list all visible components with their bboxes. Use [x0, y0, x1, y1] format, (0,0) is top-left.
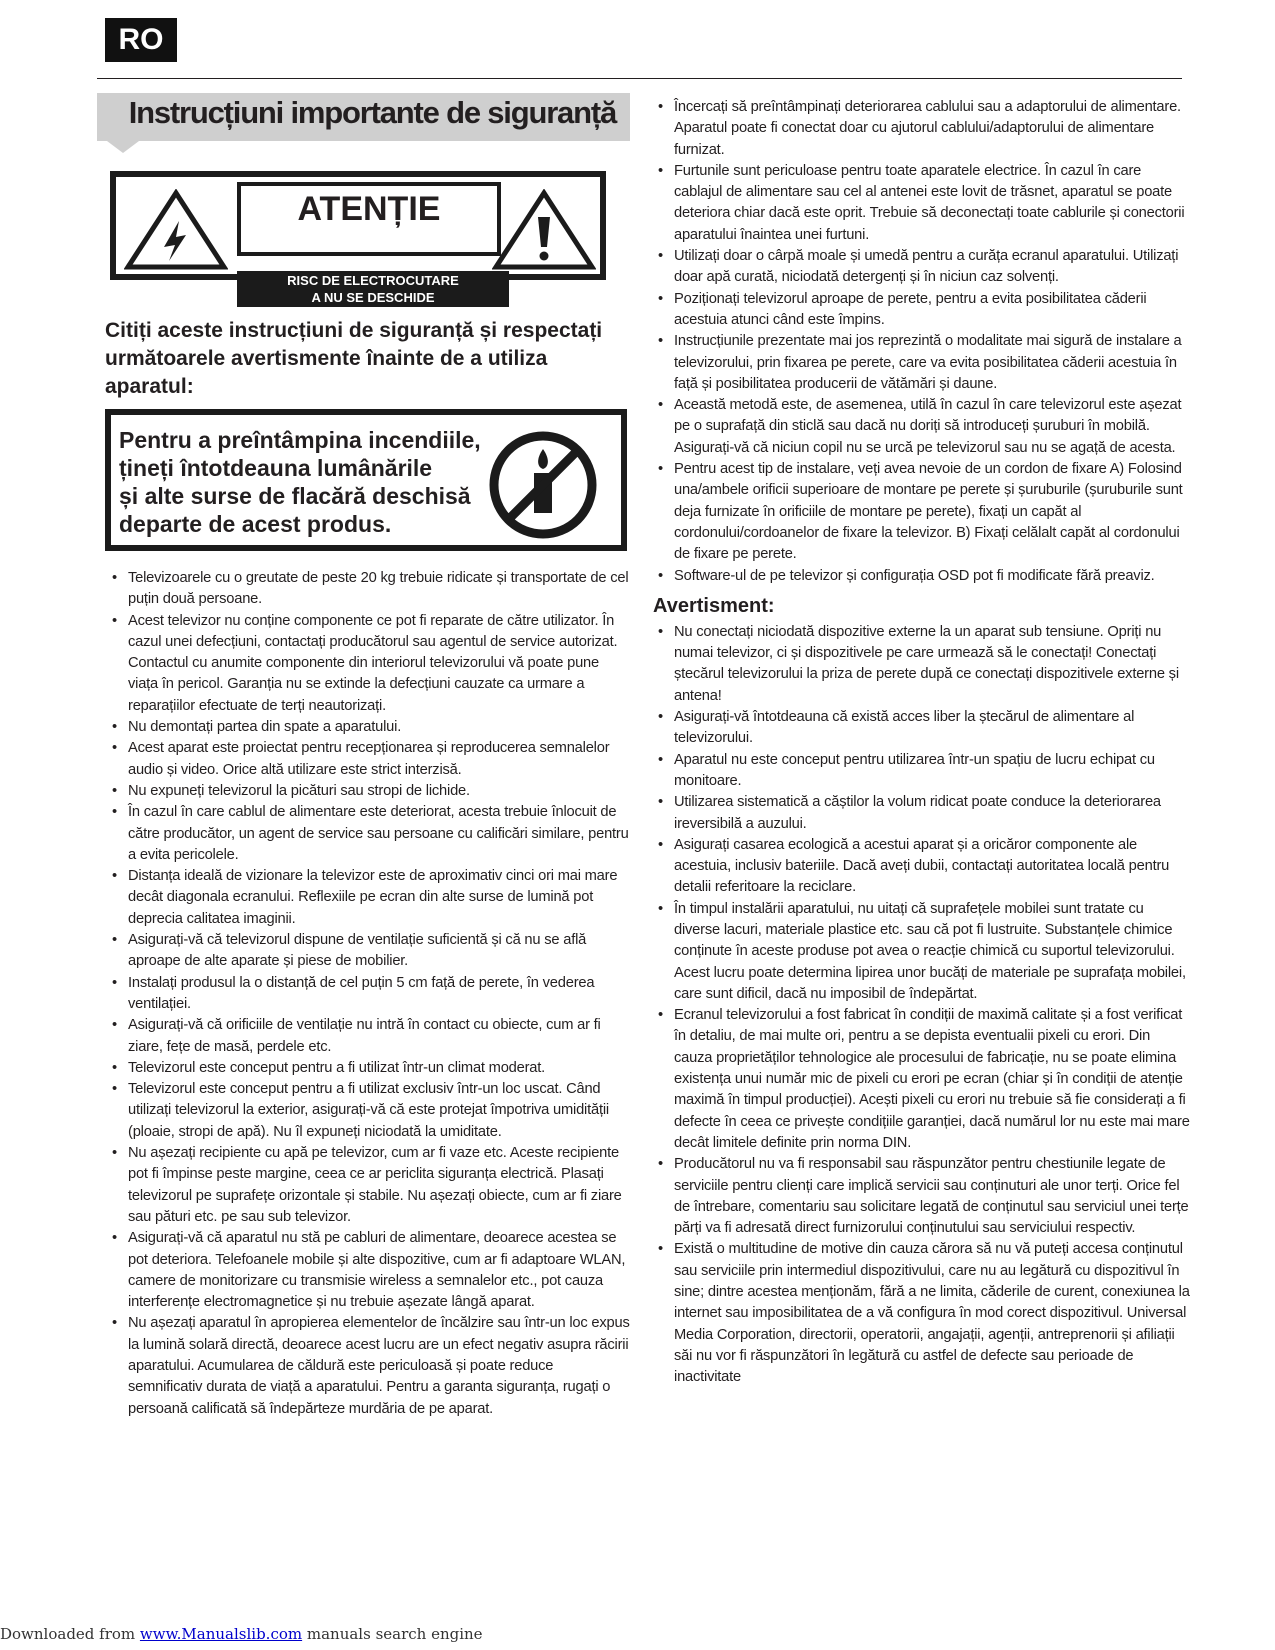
list-item: • În timpul instalării aparatului, nu uitați că suprafețele mobilei sunt tratate cu diverse lacuri, materiale plastice etc. sau că pot fi lustruite. Substanțele chimice conținute în aceste produse pot avea o reacție chimică cu suportul televizorului. Acest lucru poate determina lipirea unor bucăți de materiale pe suprafața mobilei, care sunt dificil, dacă nu imposibil de îndepărtat. — [651, 899, 1191, 1005]
warning-title: ATENȚIE — [297, 190, 441, 228]
list-item: • Utilizarea sistematică a căștilor la volum ridicat poate conduce la deteriorarea ireversibilă a auzului. — [651, 792, 1191, 835]
electric-warning-box — [110, 171, 606, 305]
list-item: • Televizoarele cu o greutate de peste 20 kg trebuie ridicate și transportate de cel puțin două persoane. — [105, 568, 630, 611]
list-item: • Nu demontați partea din spate a aparatului. — [105, 717, 630, 738]
list-item: • Asigurați casarea ecologică a acestui aparat și a oricăror componente ale acestuia, inclusiv bateriile. Dacă aveți dubii, contactați autoritatea locală pentru detalii referitoare la reciclare. — [651, 835, 1191, 899]
list-item: • Software-ul de pe televizor și configurația OSD pot fi modificate fără preaviz. — [651, 566, 1191, 587]
fire-notice-text — [119, 426, 481, 538]
warning-line-1: RISC DE ELECTROCUTARE — [287, 273, 459, 288]
right-bullet-list — [651, 97, 1191, 587]
warning-line-2: A NU SE DESCHIDE — [311, 290, 435, 305]
lead-paragraph: Citiți aceste instrucțiuni de siguranță și respectați următoarele avertismente înainte de a utiliza aparatul: — [105, 319, 603, 398]
list-item: • În cazul în care cablul de alimentare este deteriorat, acesta trebuie înlocuit de către producător, un agent de service sau persoane cu calificări similare, pentru a evita pericolele. — [105, 802, 630, 866]
list-item: • Nu așezați recipiente cu apă pe televizor, cum ar fi vaze etc. Aceste recipiente pot fi împinse peste margine, ceea ce ar periclita siguranța electrică. Plasați televizorul pe suprafețe orizontale și stabile. Nu așezați obiecte, cum ar fi ziare sau pături etc. pe sau sub televizor. — [105, 1143, 630, 1228]
electric-hazard-icon — [124, 189, 228, 271]
list-item: • Această metodă este, de asemenea, utilă în cazul în care televizorul este așezat pe o suprafață din sticlă sau dacă nu doriți să introduceți șuruburi în mobilă. Asigurați-vă că niciun copil nu se urcă pe televizorul sau nu se agață de acesta. — [651, 395, 1191, 459]
manualslib-link[interactable]: www.Manualslib.com — [139, 1625, 303, 1643]
fire-notice-box — [105, 409, 627, 551]
language-tag — [105, 18, 177, 62]
warning-bullet-list — [651, 622, 1191, 1389]
fire-notice-line: și alte surse de flacără deschisă — [119, 483, 471, 509]
list-item: • Instrucțiunile prezentate mai jos reprezintă o modalitate mai sigură de instalare a televizorului, prin fixarea pe perete, care va evita posibilitatea căderii acestuia în față și posibilitatea producerii de vătămări și daune. — [651, 331, 1191, 395]
fire-notice-line: țineți întotdeauna lumânările — [119, 455, 433, 481]
warning-subtitle — [237, 271, 509, 307]
list-item: • Instalați produsul la o distanță de cel puțin 5 cm față de perete, în vederea ventilației. — [105, 973, 630, 1016]
fire-notice-line: departe de acest produs. — [119, 511, 392, 537]
list-item: • Ecranul televizorului a fost fabricat în condiții de maximă calitate și a fost verificat în detaliu, de mai multe ori, pentru a se depista eventualii pixeli cu erori. Din cauza proprietăților tehnologice ale procesului de fabricație, nu se poate elimina existența unui număr mic de pixeli cu erori pe ecran (chiar și în condiții de atenție maximă în timpul producției). Acești pixeli cu erori nu trebuie să fie considerați a fi defecte în ceea ce privește condițiile garanției, dacă numărul lor nu este mai mare decât limitele definite prin norma DIN. — [651, 1005, 1191, 1154]
list-item: • Producătorul nu va fi responsabil sau răspunzător pentru chestiunile legate de serviciile pentru clienți care implică servicii sau conținuturi ale unor terți. Orice fel de întrebare, comentariu sau solicitare legată de conținutul sau serviciul unei terțe părți va fi adresată direct furnizorului conținutului sau serviciului respectiv. — [651, 1154, 1191, 1239]
list-item: • Asigurați-vă că orificiile de ventilație nu intră în contact cu obiecte, cum ar fi ziare, fețe de masă, perdele etc. — [105, 1015, 630, 1058]
list-item: • Pentru acest tip de instalare, veți avea nevoie de un cordon de fixare A) Folosind una/ambele orificii superioare de montare pe perete și șuruburile (șuruburile sunt deja furnizate în orificiile de montare pe perete), fixați un capăt al cordonului/cordoanelor de fixare la televizor. B) Fixați celălalt capăt al cordonului de fixare pe perete. — [651, 459, 1191, 565]
warning-heading: Avertisment: — [653, 594, 775, 617]
list-item: • Asigurați-vă întotdeauna că există acces liber la ștecărul de alimentare al televizorului. — [651, 707, 1191, 750]
exclamation-warning-icon — [492, 189, 596, 271]
no-candle-icon — [487, 429, 599, 541]
list-item: • Televizorul este conceput pentru a fi utilizat exclusiv într-un loc uscat. Când utilizați televizorul la exterior, asigurați-vă că este protejat împotriva umidității (ploaie, stropi de apă). Nu îl expuneți niciodată la umiditate. — [105, 1079, 630, 1143]
list-item: • Televizorul este conceput pentru a fi utilizat într-un climat moderat. — [105, 1058, 630, 1079]
warning-label — [237, 182, 501, 305]
list-item: • Nu expuneți televizorul la picături sau stropi de lichide. — [105, 781, 630, 802]
footer-suffix: manuals search engine — [302, 1625, 483, 1643]
list-item: • Nu conectați niciodată dispozitive externe la un aparat sub tensiune. Opriți nu numai televizor, ci și dispozitivele pe care urmează să le conectați! Conectați ștecărul televizorului la priza de perete după ce conectați dispozitivele externe și antena! — [651, 622, 1191, 707]
fire-notice-line: Pentru a preîntâmpina incendiile, — [119, 427, 481, 453]
list-item: • Distanța ideală de vizionare la televizor este de aproximativ cinci ori mai mare decât diagonala ecranului. Reflexiile pe ecran din alte surse de lumină pot deprecia calitatea imaginii. — [105, 866, 630, 930]
page-title: Instrucțiuni importante de siguranță — [128, 95, 616, 130]
list-item: • Nu așezați aparatul în apropierea elementelor de încălzire sau într-un loc expus la lumină solară directă, deoarece acest lucru are un efect negativ asupra răcirii aparatului. Acumularea de căldură este periculoasă și poate reduce semnificativ durata de viață a aparatului. Pentru a garanta siguranța, rugați o persoană calificată să îndepărteze murdăria de pe aparat. — [105, 1313, 630, 1419]
list-item: • Acest televizor nu conține componente ce pot fi reparate de către utilizator. În cazul unei defecțiuni, contactați producătorul sau agentul de service autorizat. Contactul cu anumite componente din interiorul televizorului vă poate pune viața în pericol. Garanția nu se extinde la defecțiuni cauzate ca urmare a reparațiilor efectuate de terți neautorizați. — [105, 611, 630, 717]
list-item: • Utilizați doar o cârpă moale și umedă pentru a curăța ecranul aparatului. Utilizați doar apă curată, niciodată detergenți și în niciun caz solvenți. — [651, 246, 1191, 289]
footer-prefix: Downloaded from — [0, 1625, 140, 1643]
title-notch — [107, 141, 139, 153]
top-rule — [97, 78, 1182, 79]
list-item: • Furtunile sunt periculoase pentru toate aparatele electrice. În cazul în care cablajul de alimentare sau cel al antenei este lovit de trăsnet, aparatul se poate deteriora chiar dacă este oprit. Trebuie să deconectați toate cablurile și conectorii aparatului înaintea unei furtuni. — [651, 161, 1191, 246]
list-item: • Poziționați televizorul aproape de perete, pentru a evita posibilitatea căderii acestuia atunci când este împins. — [651, 289, 1191, 332]
right-column — [651, 97, 1191, 1389]
list-item: • Asigurați-vă că televizorul dispune de ventilație suficientă și că nu se află aproape de alte aparate și piese de mobilier. — [105, 930, 630, 973]
list-item: • Există o multitudine de motive din cauza cărora să nu vă puteți accesa conținutul sau serviciile prin intermediul dispozitivului, care nu au legătură cu dispozitivul în sine; dintre acestea menționăm, fără a ne limita, căderile de curent, conexiunea la internet sau imposibilitatea de a vă configura în mod corect dispozitivul. Universal Media Corporation, directorii, operatorii, angajații, agenții, antreprenorii și afiliații săi nu vor fi răspunzători în legătură cu astfel de defecte sau perioade de inactivitate — [651, 1239, 1191, 1388]
title-band — [97, 93, 630, 141]
left-column — [97, 93, 630, 1417]
language-code: RO — [118, 23, 164, 56]
list-item: • Asigurați-vă că aparatul nu stă pe cabluri de alimentare, deoarece acestea se pot deteriora. Telefoanele mobile și alte dispozitive, cum ar fi adaptoare WLAN, camere de monitorizare cu transmisie wireless a semnalelor etc., pot cauza interferențe electromagnetice și nu trebuie așezate lângă aparat. — [105, 1228, 630, 1313]
left-bullet-list — [105, 568, 630, 1420]
list-item: • Încercați să preîntâmpinați deteriorarea cablului sau a adaptorului de alimentare. Aparatul poate fi conectat doar cu ajutorul cablului/adaptorului de alimentare furnizat. — [651, 97, 1191, 161]
download-footer — [0, 1625, 483, 1643]
list-item: • Acest aparat este proiectat pentru recepționarea și reproducerea semnalelor audio și video. Orice altă utilizare este strict interzisă. — [105, 738, 630, 781]
list-item: • Aparatul nu este conceput pentru utilizarea într-un spațiu de lucru echipat cu monitoare. — [651, 750, 1191, 793]
